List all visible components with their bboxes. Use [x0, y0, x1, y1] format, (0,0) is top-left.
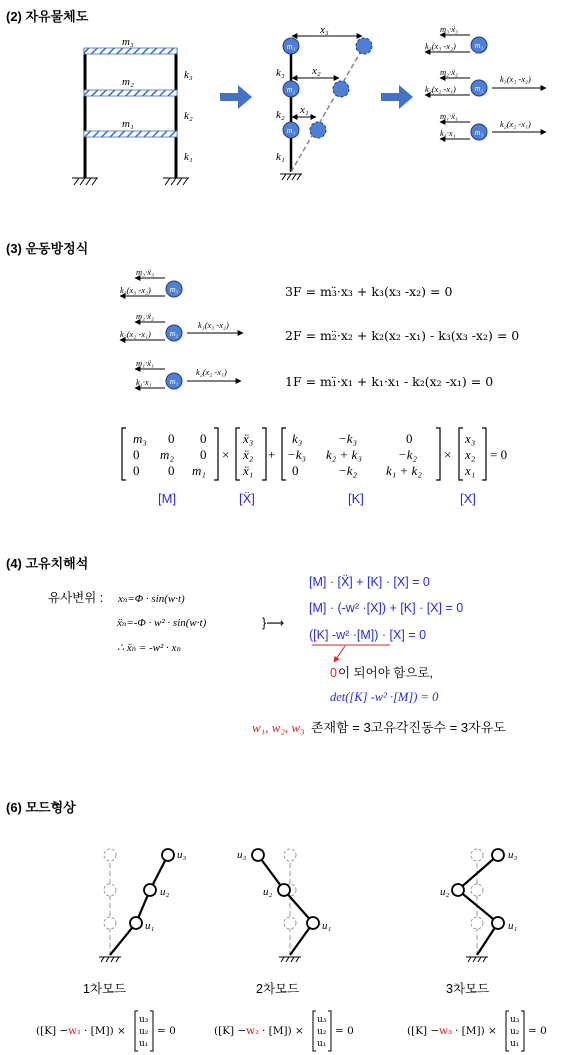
svg-text:= 0: = 0 [335, 1025, 354, 1037]
svg-text:0: 0 [292, 463, 299, 478]
svg-text:m₁: m₁ [192, 463, 206, 478]
matrix-K [287, 431, 422, 478]
svg-text:0: 0 [133, 447, 140, 462]
zero-note: 이 되어야 함으로, [338, 666, 433, 680]
stick-k3: k₃ [276, 67, 285, 79]
stick-k1: k₁ [276, 151, 285, 163]
svg-text:×: × [222, 447, 230, 462]
svg-text:x₁: x₁ [465, 463, 476, 478]
spring-label-k3: k₃ [184, 69, 193, 81]
svg-text:k₃(x₃ -x₂): k₃(x₃ -x₂) [198, 320, 229, 330]
svg-text:m₁·ẍ₁: m₁·ẍ₁ [440, 111, 458, 121]
spring-label-k2: k₂ [184, 110, 193, 122]
svg-text:k₃(x₃ -x₂): k₃(x₃ -x₂) [425, 41, 456, 51]
mode-shape-2 [237, 849, 332, 962]
stick-mass-m1: m₁ [286, 126, 296, 135]
svg-text:([K] −: ([K] − [214, 1025, 247, 1037]
svg-text:k₂(x₂ -x₁): k₂(x₂ -x₁) [196, 367, 227, 377]
svg-text:u₃: u₃ [139, 1015, 149, 1025]
stick-mass-m2: m₂ [286, 85, 296, 94]
svg-text:w₁: w₁ [68, 1025, 82, 1037]
svg-text:u₃: u₃ [508, 849, 518, 861]
floor-slab-1 [84, 131, 177, 137]
svg-text:x₃: x₃ [465, 431, 476, 446]
natural-frequencies: w₁, w₂, w₃ [252, 720, 305, 735]
svg-text:w₂: w₂ [246, 1025, 260, 1037]
svg-text:0: 0 [200, 431, 207, 446]
svg-text:m₂: m₂ [160, 447, 174, 462]
svg-text:u₁: u₁ [317, 1039, 327, 1049]
mass-label-m2: m₂ [122, 76, 134, 88]
stick-mass-m3: m₃ [286, 42, 296, 51]
assume-eq-2: ẍₙ=-Φ · w² · sin(w·t) [117, 617, 207, 629]
svg-text:([K] −: ([K] − [407, 1025, 440, 1037]
matrix-M [133, 431, 207, 478]
svg-text:u₂: u₂ [263, 886, 273, 898]
eigen-line-3: ([K] -w² ·[M]) · [X] = 0 [309, 628, 427, 642]
svg-text:([K] −: ([K] − [36, 1025, 69, 1037]
ground-hatch-right [163, 178, 189, 185]
svg-text:m₂: m₂ [169, 329, 179, 338]
disp-label-x3: x₃ [320, 24, 329, 36]
eigen-line-2: [M] · (-w² ·[X]) + [K] · [X] = 0 [309, 601, 464, 615]
svg-text:u₃: u₃ [510, 1015, 520, 1025]
svg-text:0: 0 [133, 463, 140, 478]
svg-text:k₃(x₃ -x₂): k₃(x₃ -x₂) [120, 285, 151, 295]
svg-text:u₁: u₁ [510, 1039, 520, 1049]
mode-label-1: 1차모드 [83, 982, 127, 996]
svg-text:u₁: u₁ [145, 920, 155, 932]
free-body-eom [120, 267, 243, 389]
conclusion-text: 존재함 = 3고유각진동수 = 3자유도 [311, 720, 506, 735]
mode-equation-1 [36, 1011, 176, 1051]
svg-text:−k₃: −k₃ [287, 447, 307, 462]
svg-text:· [M]) ×: · [M]) × [84, 1025, 126, 1037]
block-arrow-2 [381, 85, 413, 109]
svg-text:u₂: u₂ [440, 886, 450, 898]
assumed-displacement-label: 유사변위 : [48, 591, 104, 605]
svg-text:u₂: u₂ [510, 1027, 520, 1037]
svg-text:0: 0 [168, 431, 175, 446]
svg-text:+: + [268, 447, 276, 462]
equation-floor-3: 3F = m₃̈·x₃ + k₃(x₃ -x₂) = 0 [285, 284, 453, 299]
building-frame [72, 36, 193, 185]
svg-text:k₃(x₃ -x₂): k₃(x₃ -x₂) [500, 74, 531, 84]
red-arrow [334, 646, 345, 662]
section-title-mode-shapes: (6) 모드형상 [6, 800, 76, 815]
eigen-line-1: [M] · [Ẍ] + [K] · [X] = 0 [309, 575, 430, 589]
svg-text:u₂: u₂ [317, 1027, 327, 1037]
mode-equation-2 [214, 1011, 354, 1051]
svg-text:k₃: k₃ [292, 431, 303, 446]
svg-text:k₁ + k₂: k₁ + k₂ [386, 463, 422, 478]
zero-value: 0 [330, 666, 337, 680]
svg-text:· [M]) ×: · [M]) × [262, 1025, 304, 1037]
svg-text:= 0: = 0 [490, 447, 508, 462]
svg-text:= 0: = 0 [157, 1025, 176, 1037]
label-X: [X] [460, 491, 476, 506]
svg-text:m₁: m₁ [169, 377, 179, 386]
svg-text:m₂·ẍ₂: m₂·ẍ₂ [136, 311, 154, 321]
svg-text:k₁·x₁: k₁·x₁ [136, 377, 152, 387]
section-title-free-body: (2) 자유물체도 [6, 9, 89, 24]
svg-text:m₁: m₁ [474, 128, 484, 137]
svg-text:ẍ₃: ẍ₃ [243, 431, 254, 446]
mode-shape-1 [99, 849, 187, 962]
svg-text:x₂: x₂ [465, 447, 476, 462]
mode-equation-3 [407, 1011, 547, 1051]
svg-text:m₃: m₃ [133, 431, 147, 446]
spring-label-k1: k₁ [184, 151, 193, 163]
assume-eq-3: ∴ ẍₙ = -w² · xₙ [117, 642, 181, 654]
ground-hatch-left [72, 178, 98, 185]
block-arrow-1 [220, 85, 252, 109]
svg-text:m₃: m₃ [169, 285, 179, 294]
svg-text:−k₂: −k₂ [338, 463, 358, 478]
svg-text:u₂: u₂ [139, 1027, 149, 1037]
disp-label-x2: x₂ [312, 65, 321, 77]
svg-text:m₂: m₂ [474, 84, 484, 93]
svg-text:−k₂: −k₂ [398, 447, 418, 462]
free-body-top [425, 24, 546, 140]
svg-text:k₁·x₁: k₁·x₁ [440, 128, 456, 138]
svg-text:u₁: u₁ [139, 1039, 149, 1049]
svg-text:0: 0 [200, 447, 207, 462]
stick-model [276, 24, 372, 180]
svg-text:k₂(x₂ -x₁): k₂(x₂ -x₁) [120, 329, 151, 339]
mass-label-m3: m₃ [122, 36, 134, 48]
svg-text:m₃·ẍ₃: m₃·ẍ₃ [136, 267, 154, 277]
mass-label-m1: m₁ [122, 118, 134, 130]
floor-slab-2 [84, 90, 177, 96]
section-title-eom: (3) 운동방정식 [6, 241, 89, 256]
svg-text:u₃: u₃ [237, 849, 247, 861]
svg-text:m₂·ẍ₂: m₂·ẍ₂ [440, 67, 458, 77]
svg-text:k₂(x₂ -x₁): k₂(x₂ -x₁) [425, 84, 456, 94]
svg-text:m₃·ẍ₃: m₃·ẍ₃ [440, 24, 458, 34]
svg-text:u₁: u₁ [508, 920, 518, 932]
stick-k2: k₂ [276, 109, 285, 121]
svg-text:· [M]) ×: · [M]) × [455, 1025, 497, 1037]
svg-text:k₂ + k₃: k₂ + k₃ [326, 447, 362, 462]
section-title-eigen: (4) 고유치해석 [6, 556, 89, 571]
svg-text:u₃: u₃ [177, 849, 187, 861]
mode-label-2: 2차모드 [256, 982, 300, 996]
svg-text:= 0: = 0 [528, 1025, 547, 1037]
svg-text:0: 0 [406, 431, 413, 446]
mode-shape-3 [440, 849, 518, 962]
svg-text:w₃: w₃ [439, 1025, 453, 1037]
svg-text:m₃: m₃ [474, 41, 484, 50]
svg-text:m₁·ẍ₁: m₁·ẍ₁ [136, 358, 154, 368]
svg-text:ẍ₂: ẍ₂ [243, 447, 254, 462]
svg-text:×: × [444, 447, 452, 462]
assume-eq-1: xₙ=Φ · sin(w·t) [118, 593, 185, 605]
label-K: [K] [348, 491, 364, 506]
equation-floor-2: 2F = m₂̈·x₂ + k₂(x₂ -x₁) - k₃(x₃ -x₂) = 0 [285, 328, 520, 343]
svg-text:u₂: u₂ [160, 886, 170, 898]
svg-text:u₃: u₃ [317, 1015, 327, 1025]
matrix-equation [122, 428, 507, 480]
svg-text:u₁: u₁ [322, 920, 332, 932]
floor-slab-3 [84, 48, 177, 54]
determinant-equation: det([K] -w² ·[M]) = 0 [330, 690, 439, 704]
svg-text:ẍ₁: ẍ₁ [243, 463, 254, 478]
disp-label-x1: x₁ [300, 104, 309, 116]
mode-label-3: 3차모드 [446, 982, 490, 996]
svg-text:0: 0 [168, 463, 175, 478]
svg-text:k₂(x₂ -x₁): k₂(x₂ -x₁) [500, 119, 531, 129]
svg-text:−k₃: −k₃ [338, 431, 358, 446]
implies-arrow: }⟶ [262, 616, 285, 630]
label-Xdd: [Ẍ] [239, 491, 255, 506]
equation-floor-1: 1F = m₁̈·x₁ + k₁·x₁ - k₂(x₂ -x₁) = 0 [285, 374, 494, 389]
label-M: [M] [158, 491, 177, 506]
